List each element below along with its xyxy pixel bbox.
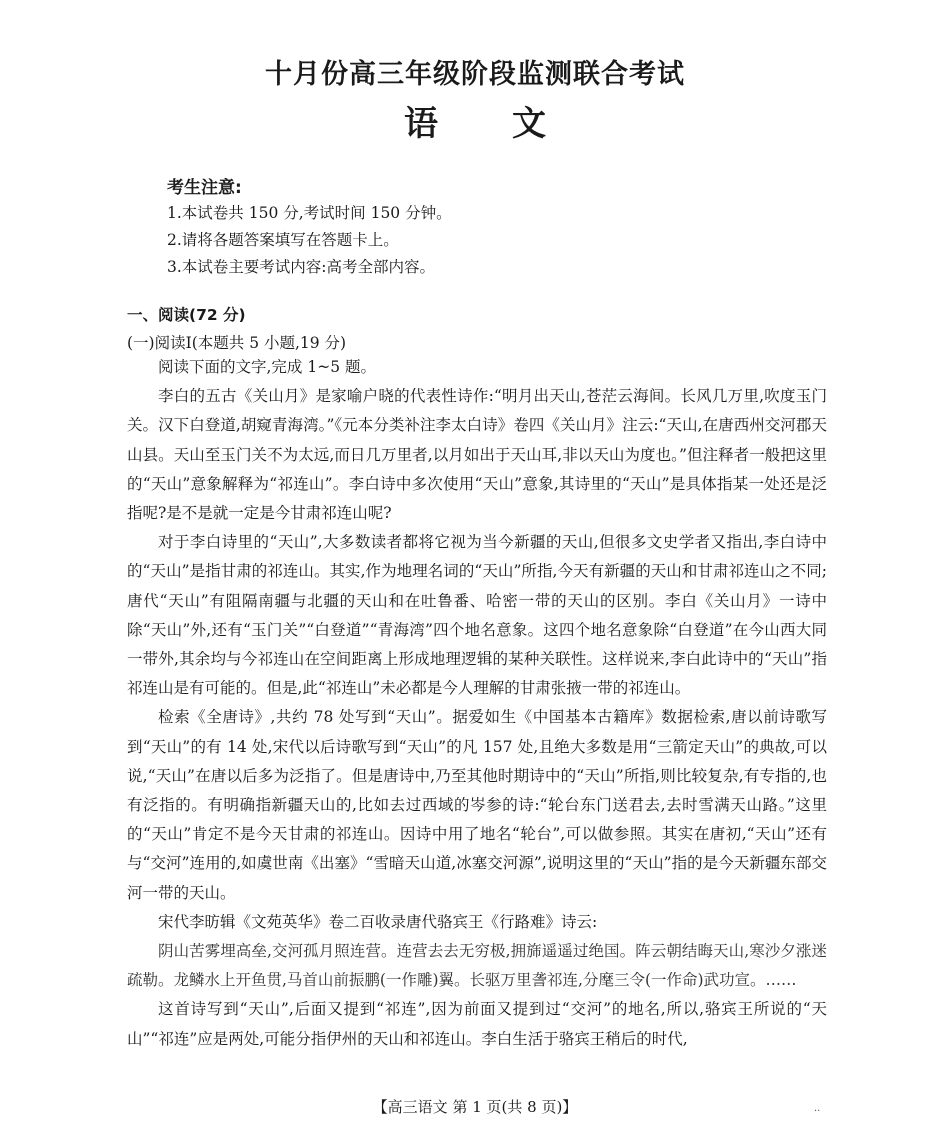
corner-mark: ··	[814, 1106, 821, 1117]
poem-quote: 阴山苦雾埋高垒,交河孤月照连营。连营去去无穷极,拥旆遥遥过绝国。阵云朝结晦天山,寒沙夕涨迷疏勒。龙鳞水上开鱼贯,马首山前振鹏(一作雕)翼。长驱万里詟祁连,分麾三令(一作命)武功宣。……	[127, 942, 827, 990]
paragraph: 检索《全唐诗》,共约 78 处写到“天山”。据爱如生《中国基本古籍库》数据检索,唐以前诗歌写到“天山”的有 14 处,宋代以后诗歌写到“天山”的凡 157 处,且绝大多数是用“三箭定天山”的典故,可以说,“天山”在唐以后多为泛指了。但是唐诗中,乃至其他时期诗中的“天山”所指,则比较复杂,有专指的,也有泛指的。有明确指新疆天山的,比如去过西域的岑参的诗:“轮台东门送君去,去时雪满天山路。”这里的“天山”肯定不是今天甘肃的祁连山。因诗中用了地名“轮台”,可以做参照。其实在唐初,“天山”还有与“交河”连用的,如虞世南《出塞》“雪暗天山道,冰塞交河源”,说明这里的“天山”指的是今天新疆东部交河一带的天山。	[127, 708, 827, 902]
paragraph: 李白的五古《关山月》是家喻户晓的代表性诗作:“明月出天山,苍茫云海间。长风几万里,吹度玉门关。汉下白登道,胡窥青海湾。”《元本分类补注李太白诗》卷四《关山月》注云:“天山,在唐西州交河郡天山县。天山至玉门关不为太远,而日几万里者,以月如出于天山耳,非以天山为度也。”但注释者一般把这里的“天山”意象解释为“祁连山”。李白诗中多次使用“天山”意象,其诗里的“天山”是具体指某一处还是泛指呢?是不是就一定是今甘肃祁连山呢?	[127, 387, 827, 523]
exam-title: 十月份高三年级阶段监测联合考试	[265, 59, 685, 90]
notice-item: 1.本试卷共 150 分,考试时间 150 分钟。	[167, 204, 452, 222]
section-subheading: (一)阅读Ⅰ(本题共 5 小题,19 分)	[127, 334, 347, 352]
subject-title: 语文	[404, 104, 620, 144]
instruction: 阅读下面的文字,完成 1~5 题。	[158, 358, 376, 376]
reading-passage	[127, 353, 827, 1054]
notice-item: 2.请将各题答案填写在答题卡上。	[167, 231, 399, 249]
page-footer: 【高三语文 第 1 页(共 8 页)】	[372, 1098, 578, 1116]
section-heading: 一、阅读(72 分)	[127, 306, 246, 324]
notice-item: 3.本试卷主要考试内容:高考全部内容。	[167, 258, 436, 276]
paragraph: 这首诗写到“天山”,后面又提到“祁连”,因为前面又提到过“交河”的地名,所以,骆宾王所说的“天山”“祁连”应是两处,可能分指伊州的天山和祁连山。李白生活于骆宾王稍后的时代,	[127, 1000, 827, 1048]
paragraph: 宋代李昉辑《文苑英华》卷二百收录唐代骆宾王《行路难》诗云:	[158, 912, 598, 931]
notice-heading: 考生注意:	[167, 178, 242, 198]
paragraph: 对于李白诗里的“天山”,大多数读者都将它视为当今新疆的天山,但很多文史学者又指出,李白诗中的“天山”是指甘肃的祁连山。其实,作为地理名词的“天山”所指,今天有新疆的天山和甘肃祁连山之不同;唐代“天山”有阻隔南疆与北疆的天山和在吐鲁番、哈密一带的天山的区别。李白《关山月》一诗中除“天山”外,还有“玉门关”“白登道”“青海湾”四个地名意象。这四个地名意象除“白登道”在今山西大同一带外,其余均与今祁连山在空间距离上形成地理逻辑的某种关联性。这样说来,李白此诗中的“天山”指祁连山是有可能的。但是,此“祁连山”未必都是今人理解的甘肃张掖一带的祁连山。	[127, 533, 827, 698]
